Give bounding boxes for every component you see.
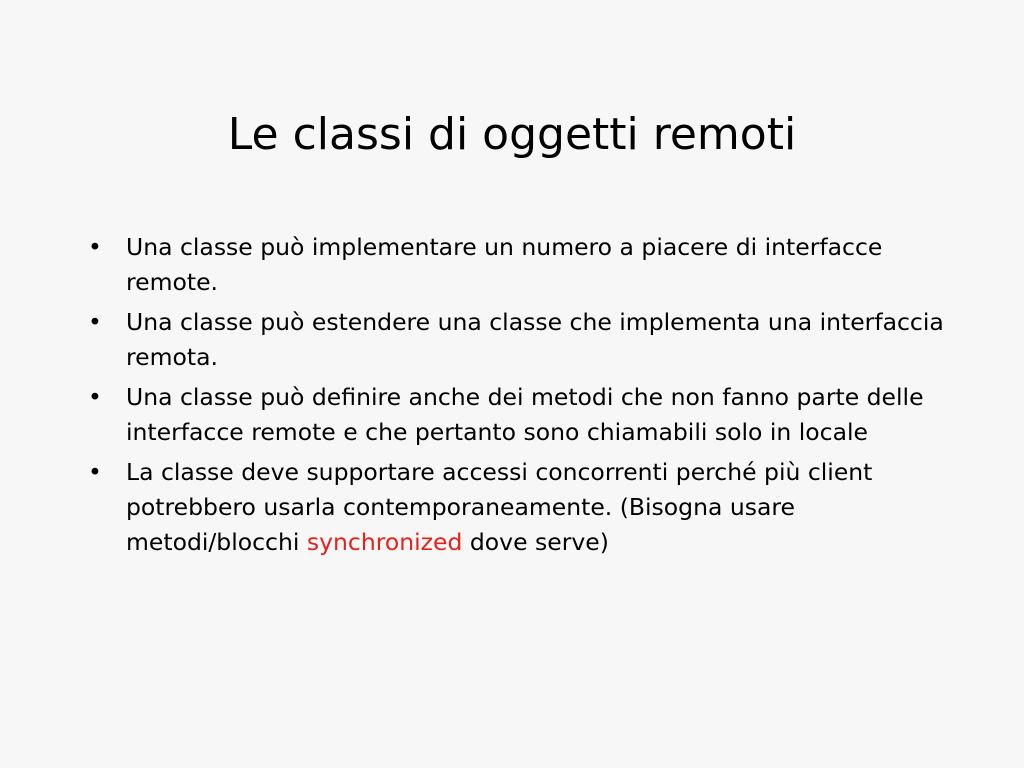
bullet-item	[88, 305, 968, 375]
bullet-icon: •	[88, 383, 102, 411]
bullet-text	[126, 458, 872, 556]
synchronized-keyword: synchronized	[306, 528, 463, 556]
slide-title: Le classi di oggetti remoti	[227, 109, 797, 160]
bullet-icon: •	[88, 233, 102, 261]
bullet-text: Una classe può estendere una classe che implementa una interfaccia remota.	[126, 308, 944, 371]
bullet-icon: •	[88, 308, 102, 336]
bullet-text: Una classe può implementare un numero a piacere di interfacce remote.	[126, 233, 883, 296]
bullet-item	[88, 380, 968, 450]
bullet-item	[88, 455, 968, 560]
bullet-text-before: La classe deve supportare accessi concorrenti perché più client potrebbero usarla contemporaneamente. (Bisogna usare metodi/blocchi	[126, 458, 873, 556]
bullet-item	[88, 230, 968, 300]
bullet-text-after: dove serve)	[462, 528, 609, 556]
bullet-icon: •	[88, 458, 102, 486]
bullet-text: Una classe può definire anche dei metodi che non fanno parte delle interfacce remote e che pertanto sono chiamabili solo in locale	[126, 383, 924, 446]
bullet-list	[88, 230, 968, 565]
